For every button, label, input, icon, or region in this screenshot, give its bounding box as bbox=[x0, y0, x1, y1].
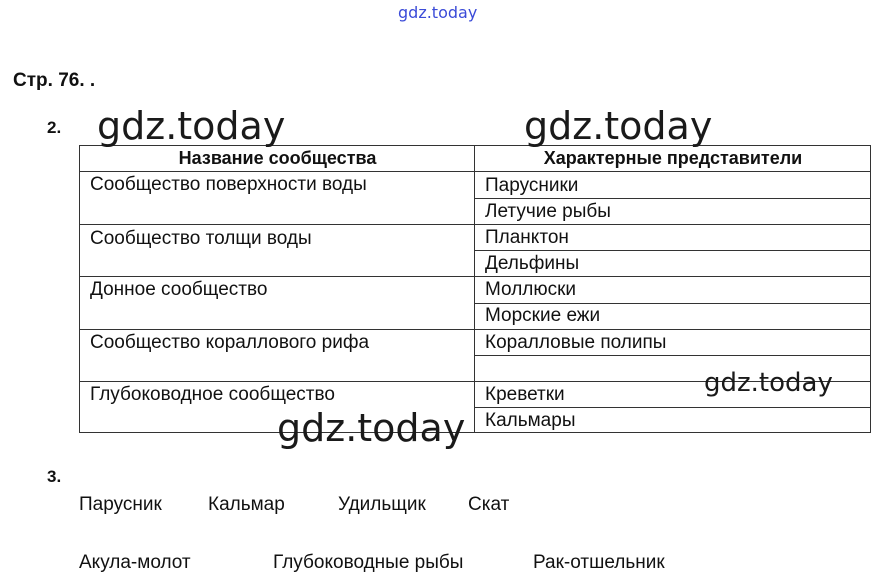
header-community-name: Название сообщества bbox=[178, 148, 377, 168]
watermark: gdz.today bbox=[97, 104, 286, 148]
representative: Коралловые полипы bbox=[485, 332, 667, 353]
row-divider bbox=[474, 355, 871, 356]
representative: Кальмары bbox=[485, 410, 576, 431]
row-divider bbox=[80, 224, 870, 225]
representative: Планктон bbox=[485, 227, 569, 248]
community-name: Сообщество кораллового рифа bbox=[90, 332, 370, 353]
watermark-top: gdz.today bbox=[398, 3, 478, 22]
row-divider bbox=[474, 198, 871, 199]
task-2-number: 2. bbox=[47, 118, 62, 137]
animal-word: Акула-молот bbox=[79, 552, 191, 573]
table-header-row bbox=[80, 146, 870, 172]
watermark: gdz.today bbox=[524, 104, 713, 148]
row-divider bbox=[474, 303, 871, 304]
representative: Креветки bbox=[485, 384, 565, 405]
community-name: Глубоководное сообщество bbox=[90, 384, 335, 405]
community-name: Донное сообщество bbox=[90, 279, 268, 300]
row-divider bbox=[80, 329, 870, 330]
watermark: gdz.today bbox=[704, 368, 833, 398]
representative: Морские ежи bbox=[485, 305, 601, 326]
page-heading: Стр. 76. . bbox=[13, 70, 96, 91]
representative: Парусники bbox=[485, 175, 579, 196]
representative: Летучие рыбы bbox=[485, 201, 611, 222]
animal-word: Скат bbox=[468, 494, 510, 515]
row-divider bbox=[474, 250, 871, 251]
task-3-number: 3. bbox=[47, 467, 62, 486]
animal-word: Удильщик bbox=[338, 494, 426, 515]
community-name: Сообщество поверхности воды bbox=[90, 174, 367, 195]
animal-word: Кальмар bbox=[208, 494, 285, 515]
animal-word: Глубоководные рыбы bbox=[273, 552, 464, 573]
header-representatives: Характерные представители bbox=[543, 148, 803, 168]
community-name: Сообщество толщи воды bbox=[90, 228, 312, 249]
row-divider bbox=[80, 276, 870, 277]
row-divider bbox=[474, 407, 871, 408]
representative: Моллюски bbox=[485, 279, 577, 300]
representative: Дельфины bbox=[485, 253, 580, 274]
column-divider bbox=[474, 146, 475, 432]
animal-word: Парусник bbox=[79, 494, 162, 515]
watermark: gdz.today bbox=[277, 406, 466, 450]
animal-word: Рак-отшельник bbox=[533, 552, 665, 573]
